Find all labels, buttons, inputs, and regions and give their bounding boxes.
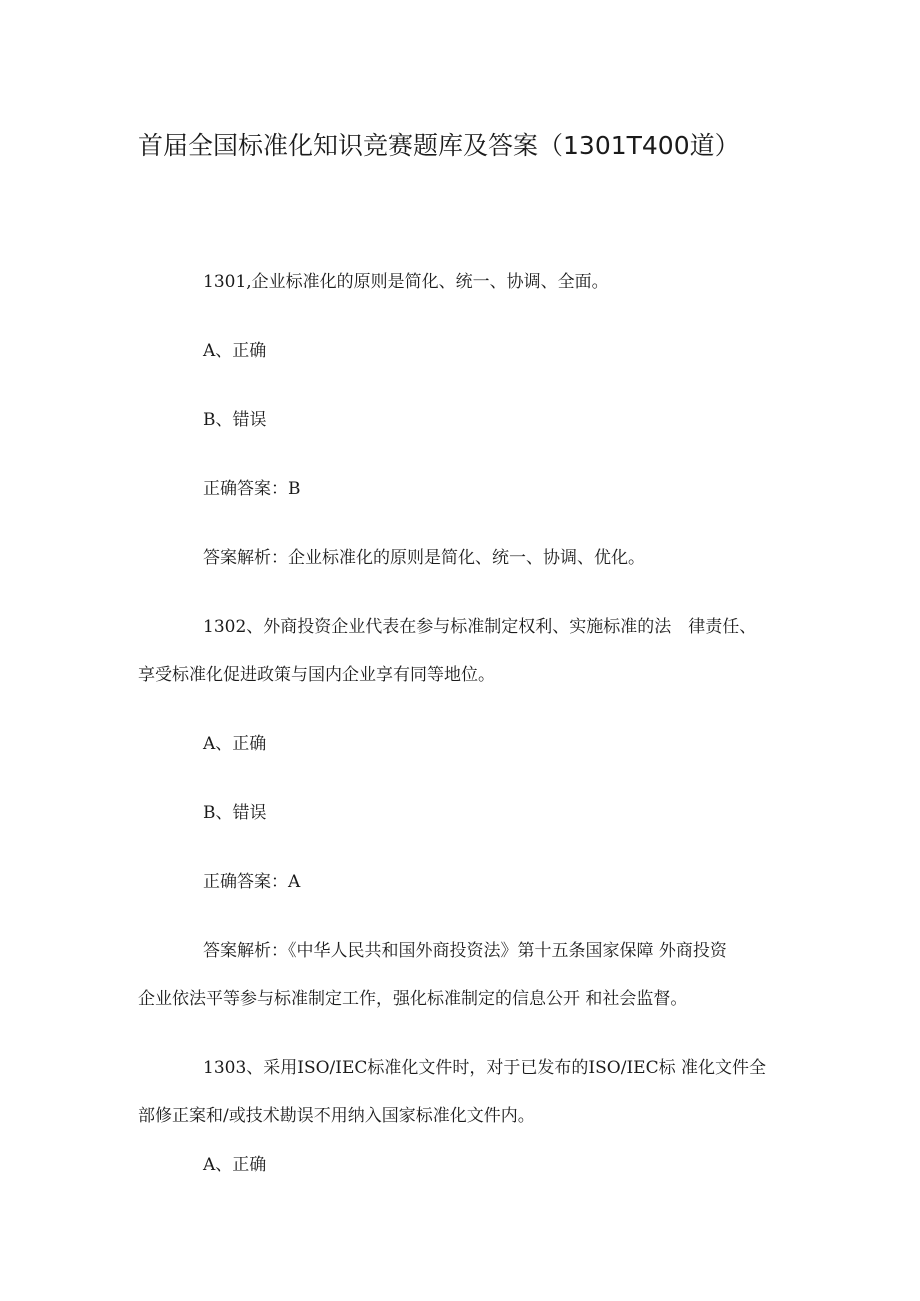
question-1302-analysis-line2: 企业依法平等参与标准制定工作，强化标准制定的信息公开 和社会监督。 [138,989,688,1009]
question-1301-analysis: 答案解析：企业标准化的原则是简化、统一、协调、优化。 [203,548,645,568]
question-1301-answer: 正确答案：B [203,479,301,499]
question-1302-stem-line1: 1302、外商投资企业代表在参与标准制定权利、实施标准的法 律责任、 [203,617,757,637]
question-1301-option-b: B、错误 [203,410,267,430]
question-1302-answer: 正确答案：A [203,872,301,892]
question-1302-analysis-line1: 答案解析：《中华人民共和国外商投资法》第十五条国家保障 外商投资 [203,941,727,961]
document-title: 首届全国标准化知识竞赛题库及答案（1301T400道） [138,131,740,160]
question-1303-stem-line1: 1303、采用ISO/IEC标准化文件时，对于已发布的ISO/IEC标 准化文件全 [203,1058,766,1078]
question-1301-stem: 1301,企业标准化的原则是简化、统一、协调、全面。 [203,272,609,292]
question-1302-option-b: B、错误 [203,803,267,823]
question-1303-stem-line2: 部修正案和/或技术勘误不用纳入国家标准化文件内。 [138,1106,535,1126]
question-1301-option-a: A、正确 [203,341,267,361]
question-1303-option-a: A、正确 [203,1155,267,1175]
question-1302-option-a: A、正确 [203,734,267,754]
question-1302-stem-line2: 享受标准化促进政策与国内企业享有同等地位。 [138,665,495,685]
